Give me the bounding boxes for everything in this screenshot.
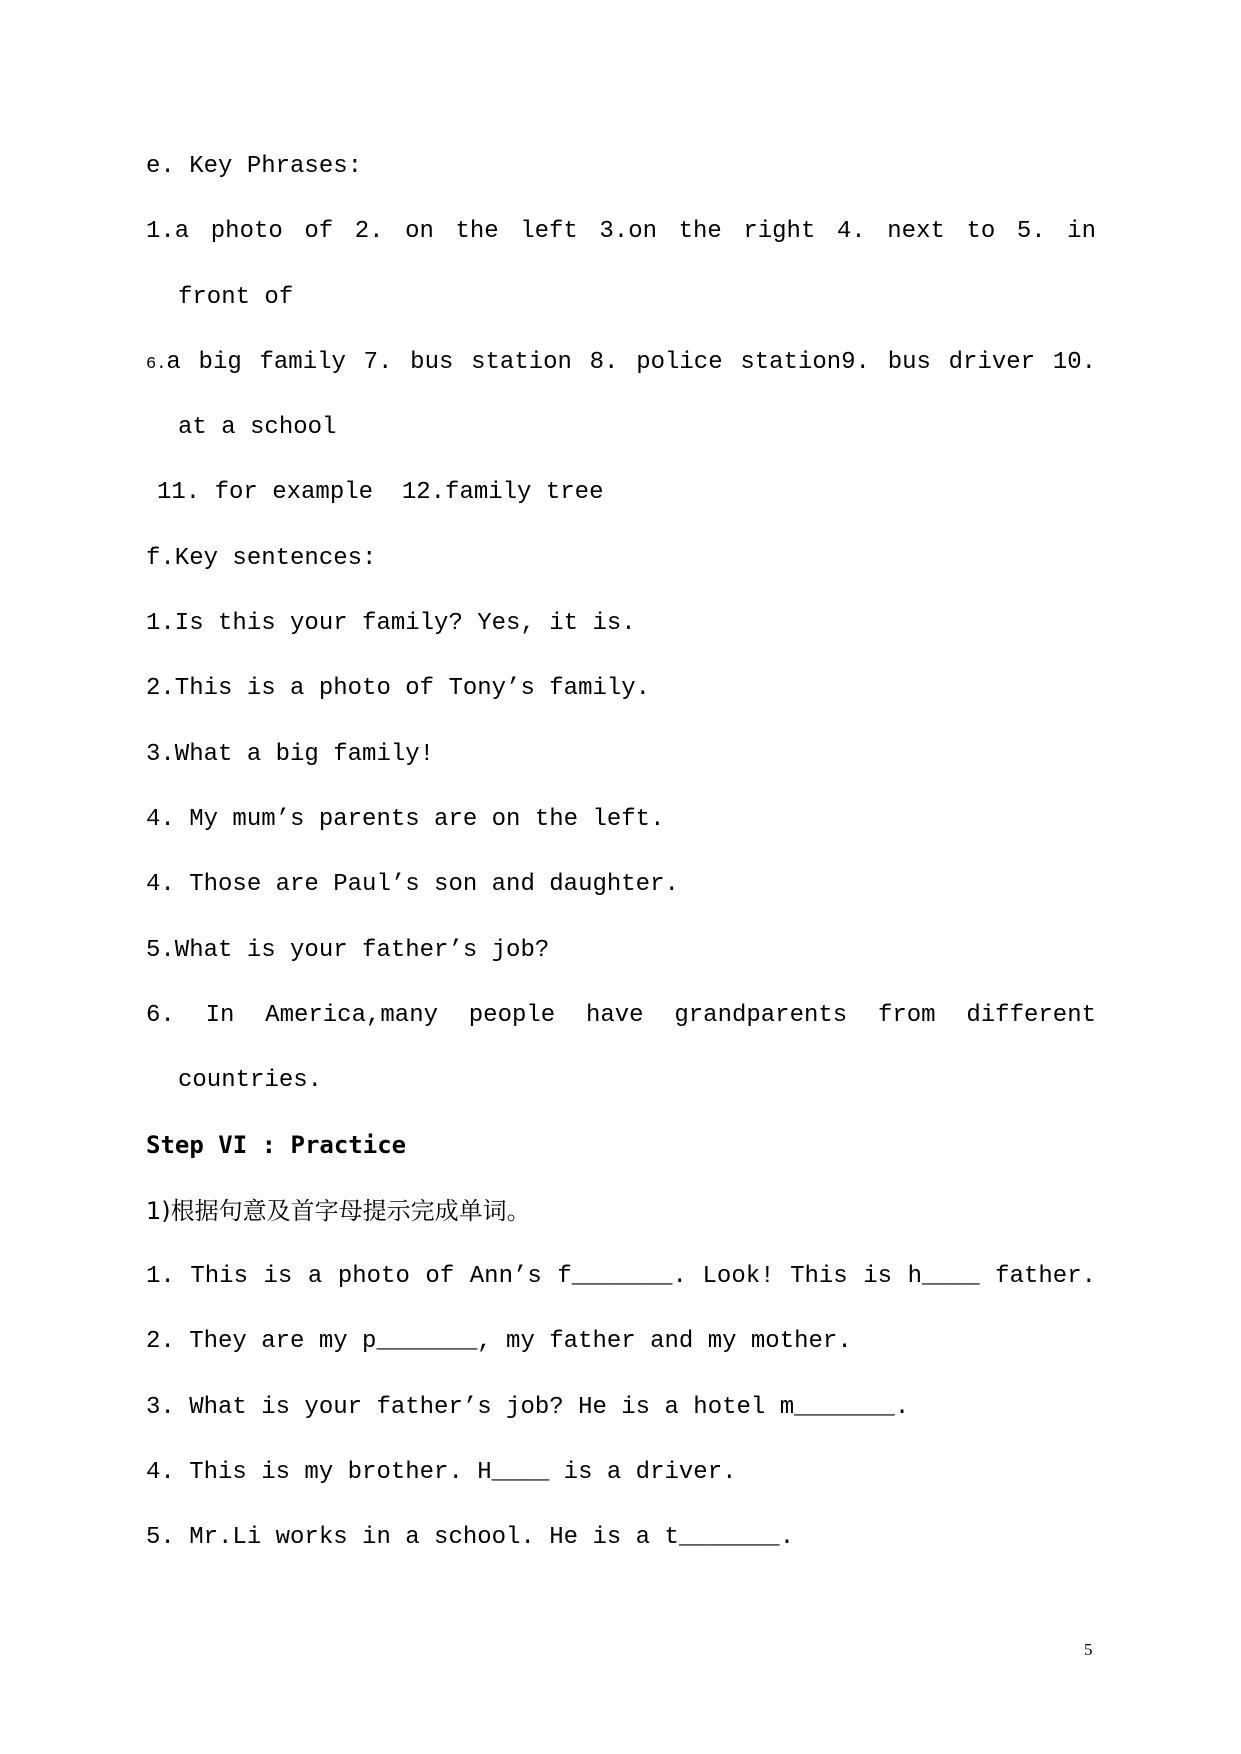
practice-item-1: 1. This is a photo of Ann’s f_______. Look! This is h____ father. (146, 1263, 1096, 1291)
practice-item-3: 3. What is your father’s job? He is a hotel m_______. (146, 1393, 910, 1421)
practice-item-5: 5. Mr.Li works in a school. He is a t_______. (146, 1524, 795, 1552)
key-sentence-3: 3.What a big family! (146, 740, 435, 768)
practice-item-2: 2. They are my p_______, my father and my mother. (146, 1328, 852, 1356)
key-phrases-line-2-continued: at a school (178, 414, 337, 442)
key-phrases-line-3: 11. for example 12.family tree (157, 479, 604, 507)
key-sentences-heading: f.Key sentences: (146, 544, 377, 572)
key-phrases-line-2 (146, 330, 1096, 395)
practice-item-4: 4. This is my brother. H____ is a driver. (146, 1458, 737, 1486)
key-sentence-7: 6. In America,many people have grandparents from different (146, 1001, 1096, 1029)
practice-heading: Step VI : Practice (146, 1131, 407, 1160)
key-sentence-7-continued: countries. (178, 1067, 323, 1095)
key-sentence-6: 5.What is your father’s job? (146, 936, 550, 964)
key-phrases-line-2-text: a big family 7. bus station 8. police station9. bus driver 10. (166, 348, 1096, 376)
key-phrases-heading: e. Key Phrases: (146, 153, 363, 180)
key-phrases-line-1-continued: front of (178, 283, 294, 311)
key-sentence-1: 1.Is this your family? Yes, it is. (146, 610, 636, 638)
key-sentence-4: 4. My mum’s parents are on the left. (146, 805, 665, 833)
page-number: 5 (1084, 1640, 1093, 1659)
key-phrases-line-1: 1.a photo of 2. on the left 3.on the right 4. next to 5. in (146, 218, 1096, 246)
practice-instruction: 1)根据句意及首字母提示完成单词。 (146, 1196, 531, 1225)
key-sentence-5: 4. Those are Paul’s son and daughter. (146, 871, 679, 899)
key-sentence-2: 2.This is a photo of Tony’s family. (146, 675, 651, 703)
document-body (146, 134, 1096, 1571)
key-phrases-line-2-number: 6. (146, 354, 167, 374)
